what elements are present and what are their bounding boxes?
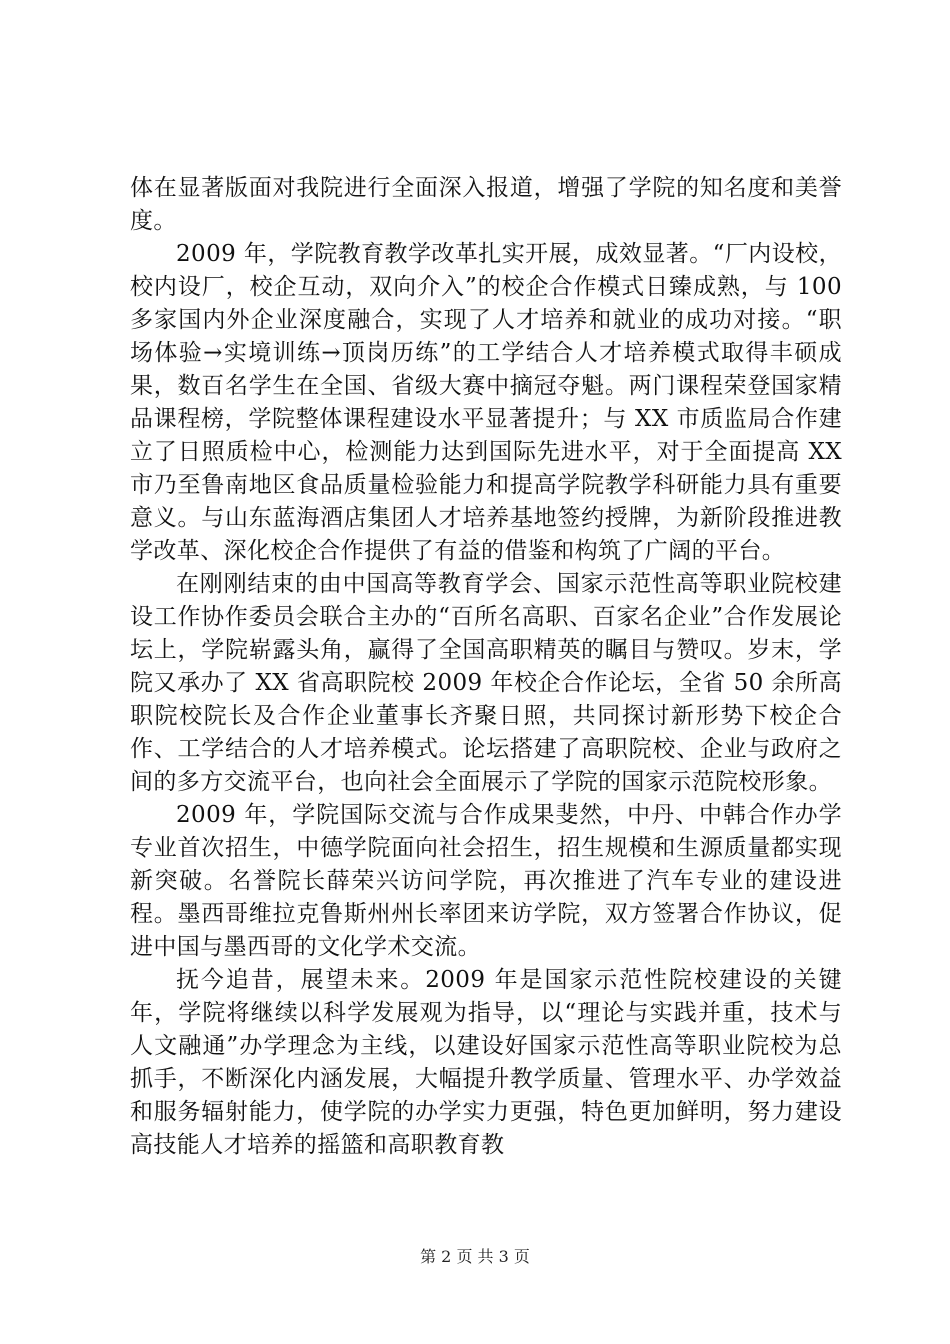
paragraph: 2009 年，学院国际交流与合作成果斐然，中丹、中韩合作办学专业首次招生，中德学院面向社会招生，招生规模和生源质量都实现新突破。名誉院长薛荣兴访问学院，再次推进了汽车专业的建设进程。墨西哥维拉克鲁斯州州长率团来访学院，双方签署合作协议，促进中国与墨西哥的文化学术交流。 [130,802,842,960]
document-body [130,172,842,1162]
paragraph: 体在显著版面对我院进行全面深入报道，增强了学院的知名度和美誉度。 [130,175,842,234]
page-footer: 第 2 页 共 3 页 [420,1247,530,1266]
paragraph: 2009 年，学院教育教学改革扎实开展，成效显著。“厂内设校，校内设厂，校企互动，双向介入”的校企合作模式日臻成熟，与 100 多家国内外企业深度融合，实现了人才培养和就业的成功对接。“职场体验→实境训练→顶岗历练”的工学结合人才培养模式取得丰硕成果，数百名学生在全国、省级大赛中摘冠夺魁。两门课程荣登国家精品课程榜，学院整体课程建设水平显著提升；与 XX 市质监局合作建立了日照质检中心，检测能力达到国际先进水平，对于全面提高 XX 市乃至鲁南地区食品质量检验能力和提高学院教学科研能力具有重要意义。与山东蓝海酒店集团人才培养基地签约授牌，为新阶段推进教学改革、深化校企合作提供了有益的借鉴和构筑了广阔的平台。 [130,241,842,564]
paragraph: 在刚刚结束的由中国高等教育学会、国家示范性高等职业院校建设工作协作委员会联合主办的“百所名高职、百家名企业”合作发展论坛上，学院崭露头角，赢得了全国高职精英的瞩目与赞叹。岁末，学院又承办了 XX 省高职院校 2009 年校企合作论坛，全省 50 余所高职院校院长及合作企业董事长齐聚日照，共同探讨新形势下校企合作、工学结合的人才培养模式。论坛搭建了高职院校、企业与政府之间的多方交流平台，也向社会全面展示了学院的国家示范院校形象。 [130,571,842,795]
paragraph: 抚今追昔，展望未来。2009 年是国家示范性院校建设的关键年，学院将继续以科学发展观为指导，以“理论与实践并重，技术与人文融通”办学理念为主线，以建设好国家示范性高等职业院校为总抓手，不断深化内涵发展，大幅提升教学质量、管理水平、办学效益和服务辐射能力，使学院的办学实力更强，特色更加鲜明，努力建设高技能人才培养的摇篮和高职教育教 [130,967,842,1158]
